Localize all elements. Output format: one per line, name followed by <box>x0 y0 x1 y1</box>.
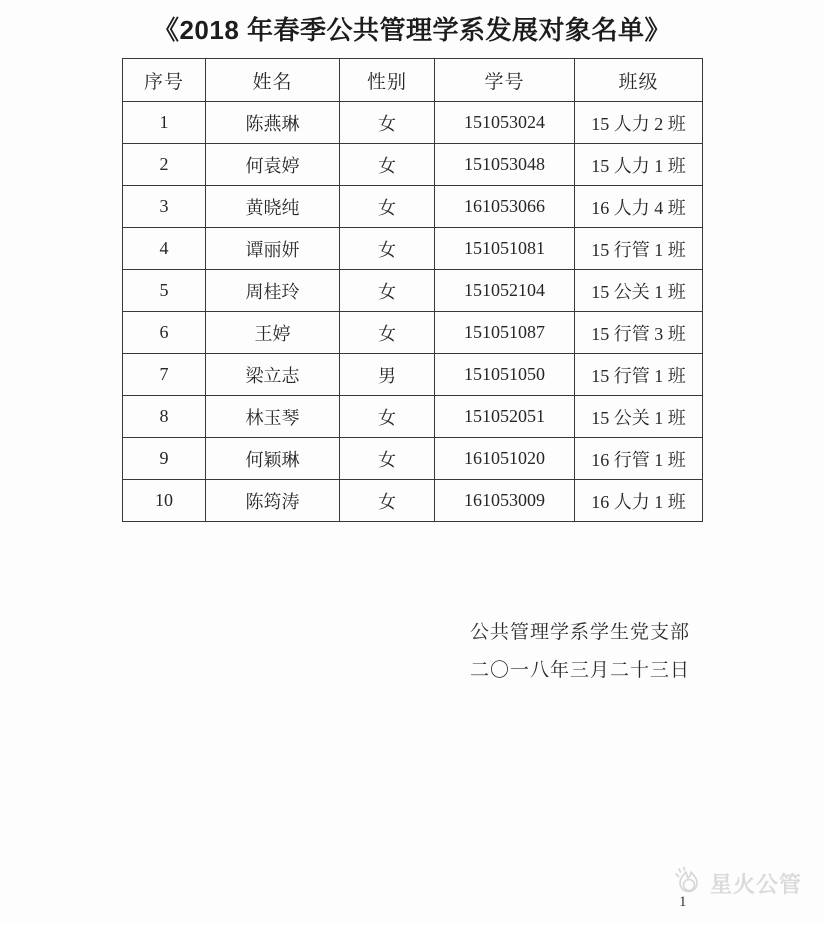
name-cell: 王婷 <box>206 312 340 354</box>
watermark-text: 星火公管 <box>710 871 803 897</box>
header-cell-seq: 序号 <box>123 59 206 102</box>
seq-cell: 8 <box>123 396 206 438</box>
table-row <box>123 270 703 312</box>
student-id-cell: 151051050 <box>435 354 575 396</box>
class-cell: 16 行管 1 班 <box>575 438 703 480</box>
name-cell: 林玉琴 <box>206 396 340 438</box>
roster-table <box>122 58 703 522</box>
seq-cell: 4 <box>123 228 206 270</box>
signature-organization: 公共管理学系学生党支部 <box>469 622 690 643</box>
student-id-cell: 151051087 <box>435 312 575 354</box>
table-row <box>123 396 703 438</box>
gender-cell: 女 <box>340 270 435 312</box>
table-row <box>123 186 703 228</box>
seq-cell: 5 <box>123 270 206 312</box>
gender-cell: 女 <box>340 438 435 480</box>
seq-cell: 7 <box>123 354 206 396</box>
student-id-cell: 151051081 <box>435 228 575 270</box>
seq-cell: 1 <box>123 102 206 144</box>
name-cell: 梁立志 <box>206 354 340 396</box>
header-row <box>123 59 703 102</box>
name-cell: 黄晓纯 <box>206 186 340 228</box>
gender-cell: 男 <box>340 354 435 396</box>
name-cell: 谭丽妍 <box>206 228 340 270</box>
page-title: 《2018 年春季公共管理学系发展对象名单》 <box>152 15 672 45</box>
gender-cell: 女 <box>340 102 435 144</box>
name-cell: 周桂玲 <box>206 270 340 312</box>
student-id-cell: 161053009 <box>435 480 575 522</box>
header-cell-class: 班级 <box>575 59 703 102</box>
gender-cell: 女 <box>340 144 435 186</box>
seq-cell: 3 <box>123 186 206 228</box>
class-cell: 15 行管 1 班 <box>575 228 703 270</box>
class-cell: 16 人力 4 班 <box>575 186 703 228</box>
class-cell: 15 公关 1 班 <box>575 270 703 312</box>
seq-cell: 2 <box>123 144 206 186</box>
table-row <box>123 102 703 144</box>
gender-cell: 女 <box>340 396 435 438</box>
table-row <box>123 144 703 186</box>
name-cell: 何袁婷 <box>206 144 340 186</box>
student-id-cell: 151053048 <box>435 144 575 186</box>
student-id-cell: 151053024 <box>435 102 575 144</box>
page-number: 1 <box>679 894 687 910</box>
table-row <box>123 228 703 270</box>
student-id-cell: 161051020 <box>435 438 575 480</box>
class-cell: 15 公关 1 班 <box>575 396 703 438</box>
student-id-cell: 151052051 <box>435 396 575 438</box>
gender-cell: 女 <box>340 480 435 522</box>
flame-icon <box>670 864 708 902</box>
signature-date: 二〇一八年三月二十三日 <box>469 660 690 681</box>
class-cell: 15 行管 3 班 <box>575 312 703 354</box>
seq-cell: 10 <box>123 480 206 522</box>
table-row <box>123 354 703 396</box>
header-cell-sex: 性别 <box>340 59 435 102</box>
table-row <box>123 480 703 522</box>
gender-cell: 女 <box>340 312 435 354</box>
gender-cell: 女 <box>340 186 435 228</box>
name-cell: 陈筠涛 <box>206 480 340 522</box>
class-cell: 15 人力 2 班 <box>575 102 703 144</box>
table-row <box>123 438 703 480</box>
table-row <box>123 312 703 354</box>
student-id-cell: 151052104 <box>435 270 575 312</box>
name-cell: 陈燕琳 <box>206 102 340 144</box>
student-id-cell: 161053066 <box>435 186 575 228</box>
gender-cell: 女 <box>340 228 435 270</box>
watermark <box>670 864 802 902</box>
class-cell: 16 人力 1 班 <box>575 480 703 522</box>
class-cell: 15 行管 1 班 <box>575 354 703 396</box>
header-cell-id: 学号 <box>435 59 575 102</box>
class-cell: 15 人力 1 班 <box>575 144 703 186</box>
signature-block <box>455 622 705 681</box>
seq-cell: 9 <box>123 438 206 480</box>
name-cell: 何颖琳 <box>206 438 340 480</box>
seq-cell: 6 <box>123 312 206 354</box>
header-cell-name: 姓名 <box>206 59 340 102</box>
